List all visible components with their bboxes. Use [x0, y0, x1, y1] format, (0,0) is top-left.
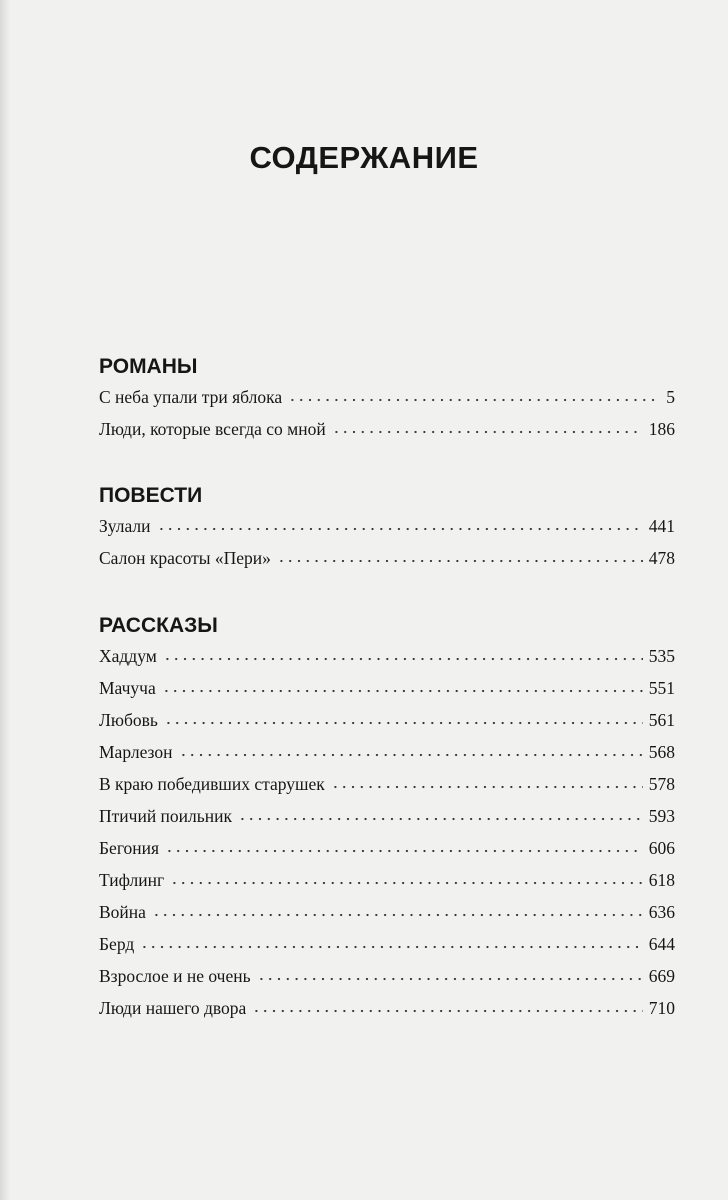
entry-page-number: 551	[648, 678, 675, 698]
entry-page-number: 593	[648, 806, 675, 826]
dot-leader	[277, 556, 643, 565]
dot-leader	[164, 718, 643, 727]
dot-leader	[179, 750, 643, 759]
entry-title: Берд	[99, 934, 135, 954]
entry-title: Тифлинг	[99, 870, 165, 890]
entry-page-number: 535	[648, 646, 675, 666]
entry-title: Птичий поильник	[99, 806, 232, 826]
entry-page-number: 186	[648, 419, 675, 439]
toc-entry[interactable]	[99, 832, 675, 864]
entry-page-number: 478	[648, 548, 675, 568]
toc-entry[interactable]	[99, 768, 675, 800]
toc-entry[interactable]	[99, 510, 675, 542]
toc-entry[interactable]	[99, 992, 675, 1024]
dot-leader	[157, 524, 643, 533]
entry-page-number: 710	[648, 998, 675, 1018]
section-heading-stories: РАССКАЗЫ	[99, 614, 218, 637]
dot-leader	[331, 782, 643, 791]
table-of-contents	[99, 352, 675, 1024]
toc-entry[interactable]	[99, 413, 675, 445]
dot-leader	[140, 942, 643, 951]
toc-entry[interactable]	[99, 704, 675, 736]
entries-novellas	[99, 510, 675, 574]
entry-page-number: 669	[648, 966, 675, 986]
entry-title: Взрослое и не очень	[99, 966, 251, 986]
dot-leader	[288, 395, 660, 404]
toc-entry[interactable]	[99, 960, 675, 992]
page-title: СОДЕРЖАНИЕ	[249, 140, 479, 175]
entry-title: Зулали	[99, 516, 151, 536]
toc-entry[interactable]	[99, 381, 675, 413]
entry-page-number: 644	[648, 934, 675, 954]
entry-page-number: 606	[648, 838, 675, 858]
entry-page-number: 561	[648, 710, 675, 730]
toc-entry[interactable]	[99, 896, 675, 928]
page-edge-shadow	[0, 0, 10, 1200]
entry-title: Война	[99, 902, 146, 922]
entry-title: Марлезон	[99, 742, 173, 762]
toc-entry[interactable]	[99, 640, 675, 672]
section-heading-novels: РОМАНЫ	[99, 355, 198, 378]
entry-title: Салон красоты «Пери»	[99, 548, 271, 568]
section-spacer	[99, 445, 675, 481]
entry-page-number: 568	[648, 742, 675, 762]
dot-leader	[163, 654, 643, 663]
dot-leader	[332, 427, 643, 436]
entry-title: Мачуча	[99, 678, 156, 698]
toc-entry[interactable]	[99, 800, 675, 832]
dot-leader	[238, 814, 643, 823]
section-spacer	[99, 574, 675, 611]
entries-stories	[99, 640, 675, 1024]
entry-title: Хаддум	[99, 646, 157, 666]
entry-title: Любовь	[99, 710, 158, 730]
entry-title: Люди нашего двора	[99, 998, 247, 1018]
entry-title: В краю победивших старушек	[99, 774, 325, 794]
entries-novels	[99, 381, 675, 445]
dot-leader	[252, 1006, 642, 1015]
dot-leader	[170, 878, 643, 887]
entry-page-number: 618	[648, 870, 675, 890]
dot-leader	[162, 686, 643, 695]
entry-page-number: 578	[648, 774, 675, 794]
entry-title: Бегония	[99, 838, 160, 858]
entry-title: С неба упали три яблока	[99, 387, 283, 407]
toc-entry[interactable]	[99, 864, 675, 896]
toc-entry[interactable]	[99, 928, 675, 960]
entry-page-number: 5	[666, 387, 675, 407]
entry-page-number: 636	[648, 902, 675, 922]
dot-leader	[257, 974, 643, 983]
entry-page-number: 441	[648, 516, 675, 536]
toc-entry[interactable]	[99, 672, 675, 704]
section-heading-novellas: ПОВЕСТИ	[99, 484, 203, 507]
toc-entry[interactable]	[99, 736, 675, 768]
toc-entry[interactable]	[99, 542, 675, 574]
entry-title: Люди, которые всегда со мной	[99, 419, 326, 439]
dot-leader	[152, 910, 643, 919]
dot-leader	[165, 846, 643, 855]
